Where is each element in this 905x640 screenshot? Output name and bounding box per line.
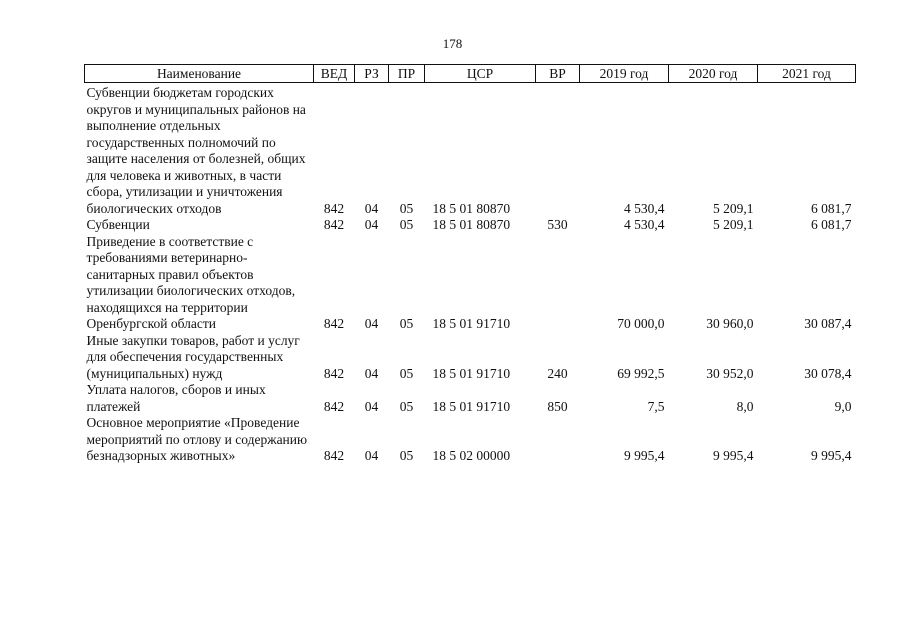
row-rz: 04	[364, 398, 379, 414]
header-pr: ПР	[389, 65, 425, 83]
row-2019: 70 000,0	[617, 316, 665, 331]
row-2021: 9 995,4	[811, 448, 852, 463]
row-2020: 8,0	[736, 398, 754, 414]
table-row	[85, 382, 856, 415]
table-row	[85, 333, 856, 383]
header-rz: РЗ	[355, 65, 389, 83]
row-name: Основное мероприятие «Проведение мероприятий по отлову и содержанию безнадзорных животных»	[86, 415, 308, 463]
row-2020: 9 995,4	[713, 448, 754, 463]
table-header-row	[85, 65, 856, 83]
row-pr: 05	[399, 200, 414, 216]
row-pr: 05	[399, 365, 414, 381]
row-vr: 850	[547, 398, 568, 414]
header-csr: ЦСР	[425, 65, 536, 83]
row-rz: 04	[364, 217, 379, 232]
row-ved: 842	[323, 316, 345, 331]
row-ved: 842	[323, 398, 345, 414]
table-row	[85, 415, 856, 465]
row-name: Иные закупки товаров, работ и услуг для обеспечения государственных (муниципальных) нужд	[86, 332, 300, 381]
table-row	[85, 83, 856, 218]
budget-table	[84, 64, 856, 465]
row-2021: 6 081,7	[811, 200, 852, 216]
row-ved: 842	[323, 217, 345, 232]
header-ved: ВЕД	[314, 65, 355, 83]
row-name: Уплата налогов, сборов и иных платежей	[86, 382, 266, 414]
row-2020: 5 209,1	[713, 217, 754, 232]
row-rz: 04	[364, 448, 379, 463]
row-name: Субвенции	[86, 217, 150, 232]
row-csr: 18 5 01 91710	[432, 398, 511, 414]
row-2021: 9,0	[834, 398, 852, 414]
row-2020: 30 960,0	[706, 316, 754, 331]
row-pr: 05	[399, 316, 414, 331]
row-vr: 240	[547, 365, 568, 381]
row-name: Приведение в соответствие с требованиями ветеринарно-санитарных правил объектов утилизации биологических отходов, находящихся на территории Оренбургской области	[86, 233, 296, 331]
header-2020: 2020 год	[669, 65, 758, 83]
table-row	[85, 217, 856, 234]
row-vr: 530	[547, 217, 568, 232]
row-ved: 842	[323, 200, 345, 216]
row-2019: 9 995,4	[624, 448, 665, 463]
row-2020: 5 209,1	[713, 200, 754, 216]
page-number: 178	[442, 36, 463, 51]
row-2021: 30 078,4	[804, 365, 852, 381]
row-2021: 30 087,4	[804, 316, 852, 331]
row-csr: 18 5 01 80870	[432, 217, 511, 232]
row-pr: 05	[399, 398, 414, 414]
row-2019: 69 992,5	[617, 365, 665, 381]
header-2019: 2019 год	[580, 65, 669, 83]
row-pr: 05	[399, 448, 414, 463]
header-2021: 2021 год	[758, 65, 856, 83]
row-2019: 4 530,4	[624, 217, 665, 232]
row-ved: 842	[323, 365, 345, 381]
row-rz: 04	[364, 316, 379, 331]
row-pr: 05	[399, 217, 414, 232]
row-vr	[536, 83, 580, 218]
row-csr: 18 5 01 91710	[432, 316, 511, 331]
row-2019: 7,5	[647, 398, 665, 414]
row-2021: 6 081,7	[811, 217, 852, 232]
row-rz: 04	[364, 365, 379, 381]
header-vr: ВР	[536, 65, 580, 83]
row-rz: 04	[364, 200, 379, 216]
header-name: Наименование	[85, 65, 314, 83]
table-row	[85, 234, 856, 333]
row-csr: 18 5 01 91710	[432, 365, 511, 381]
row-2020: 30 952,0	[706, 365, 754, 381]
row-ved: 842	[323, 448, 345, 463]
row-csr: 18 5 02 00000	[432, 448, 511, 463]
row-csr: 18 5 01 80870	[432, 200, 511, 216]
row-name: Субвенции бюджетам городских округов и муниципальных районов на выполнение отдельных государственных полномочий по защите населения от болезней, общих для человека и животных, в части сбора, утилизации и уничтожения биологических отходов	[86, 85, 306, 216]
row-vr	[536, 234, 580, 333]
row-2019: 4 530,4	[624, 200, 665, 216]
row-vr	[536, 415, 580, 465]
